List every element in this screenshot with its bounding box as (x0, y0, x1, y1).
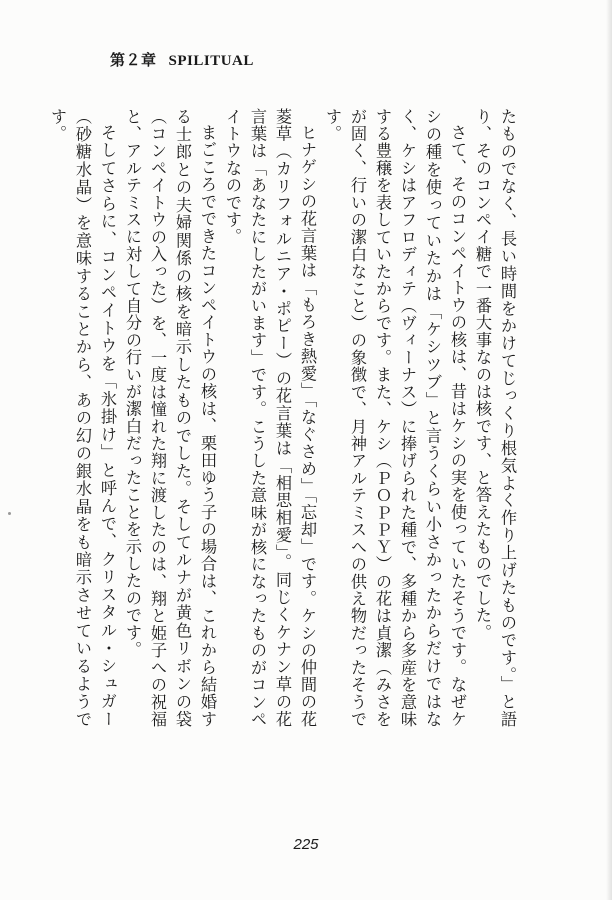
chapter-label: 第２章 (110, 53, 157, 69)
paragraph-continued: たものでなく、長い時間をかけてじっくり根気よく作り上げたものです。」と語り、そのコンペイ糖で一番大事なのは核です、と答えたものでした。 (473, 108, 517, 728)
paragraph: さて、そのコンペイトウの核は、昔はケシの実を使っていたそうです。なぜケシの種を使っていたかは「ケシツブ」と言うくらい小さかったからだけではなく、ケシはアフロディテ（ヴィーナス）に捧げられた種で、多種から多産を意味する豊穣を表していたからです。また、ケシ（ＰＯＰＰＹ）の花は貞潔（みさをが固く、行いの潔白なこと）の象徴で、月神アルテミスへの供え物だったそうです。 (323, 108, 467, 728)
running-header (110, 49, 254, 70)
paragraph: ヒナゲシの花言葉は「もろき熱愛」「なぐさめ」「忘却」です。ケシの仲間の花菱草（カリフォルニア・ポピー）の花言葉は「相思相愛」。同じくケナン草の花言葉は「あなたにしたがいます」です。こうした意味が核になったものがコンペイトウなのです。 (223, 108, 317, 728)
scan-speck (8, 512, 11, 515)
page-edge-shadow (606, 0, 612, 900)
page-number: 225 (293, 836, 319, 853)
paragraph: そしてさらに、コンペイトウを「氷掛け」と呼んで、クリスタル・シュガー（砂糖水晶）を意味することから、あの幻の銀水晶をも暗示させているようです。 (48, 108, 117, 728)
paragraph: まごころでできたコンペイトウの核は、栗田ゆう子の場合は、これから結婚する士郎との夫婦関係の核を暗示したものでした。そしてルナが黄色リボンの袋（コンペイトウの入った）を、一度は憧れた翔に渡したのは、翔と姫子への祝福と、アルテミスに対して自分の行いが潔白だったことを示したのです。 (123, 108, 217, 728)
section-title: SPILITUAL (168, 53, 254, 69)
vertical-body-text (48, 108, 520, 728)
